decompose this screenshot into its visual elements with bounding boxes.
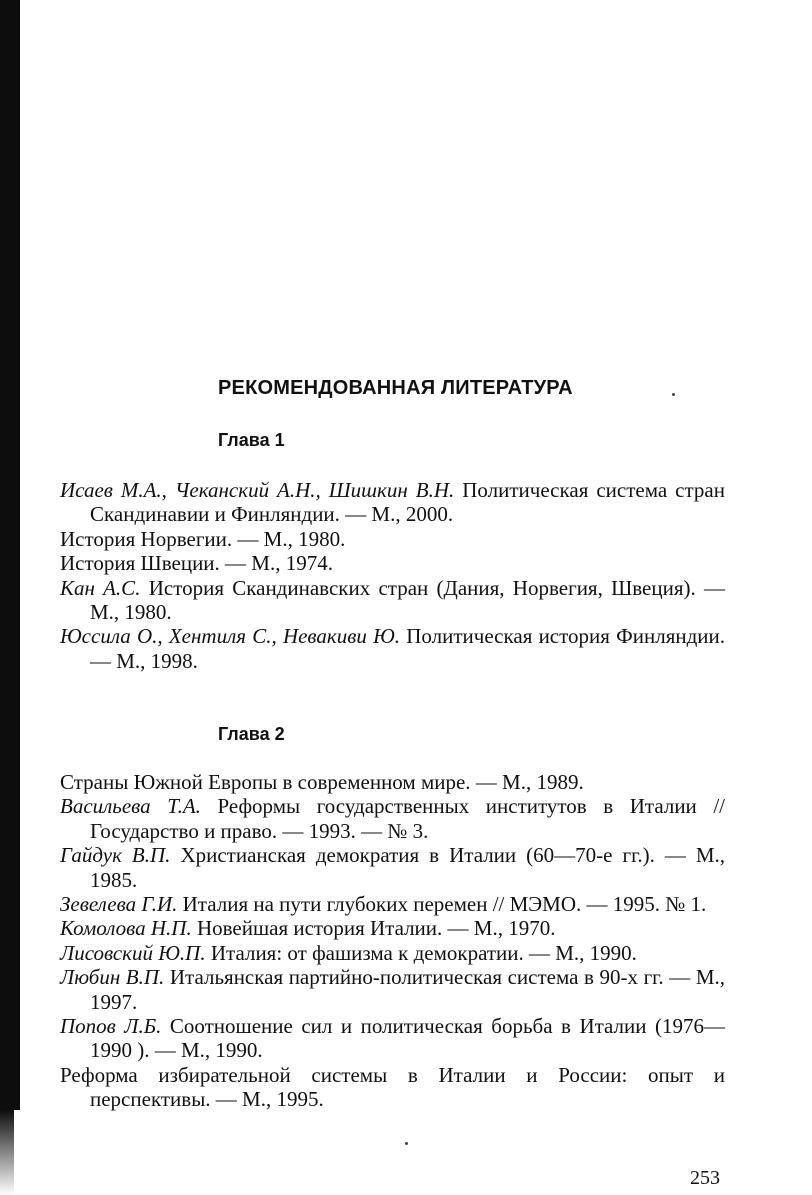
entry-text: Италия: от фашизма к демократии. — М., 1990. [210, 940, 637, 965]
bibliography-entry [60, 1063, 725, 1112]
entry-author: Лисовский Ю.П. [60, 940, 206, 965]
bibliography-entry [60, 551, 725, 575]
entry-author: Попов Л.Б. [60, 1014, 162, 1039]
chapter-1-entries [60, 478, 725, 673]
entry-text: Христианская демократия в Италии (60—70-е гг.). — М., 1985. [90, 843, 726, 892]
entry-author: Зевелева Г.И. [60, 892, 178, 917]
bibliography-entry [60, 794, 725, 843]
entry-author: Исаев М.А., Чеканский А.Н., Шишкин В.Н. [60, 478, 455, 502]
bibliography-entry [60, 1014, 725, 1063]
chapter-2-title: Глава 2 [218, 724, 285, 744]
bibliography-entry [60, 478, 725, 527]
scan-binding-edge [0, 0, 20, 1110]
bibliography-entry [60, 892, 725, 916]
bibliography-entry [60, 770, 725, 794]
entry-text: История Скандинавских стран (Дания, Норвегия, Швеция). — М., 1980. [90, 575, 726, 625]
entry-author: Кан А.С. [60, 575, 141, 600]
entry-text: Реформы государственных институтов в Италии // Государство и право. — 1993. — № 3. [90, 794, 726, 843]
bibliography-entry [60, 576, 725, 625]
scan-speck [672, 393, 675, 396]
chapter-2-entries [60, 770, 725, 1112]
scan-binding-edge-tail [0, 1110, 14, 1195]
bibliography-entry [60, 843, 725, 892]
bibliography-entry [60, 916, 725, 940]
bibliography-entry [60, 941, 725, 965]
entry-author: Юссила О., Хентиля С., Невакиви Ю. [60, 624, 400, 649]
entry-author: Гайдук В.П. [60, 843, 171, 868]
page-number: 253 [690, 1167, 720, 1189]
bibliography-entry [60, 624, 725, 673]
entry-text: Соотношение сил и политическая борьба в Италии (1976—1990 ). — М., 1990. [90, 1014, 725, 1063]
entry-text: История Швеции. — М., 1974. [60, 551, 333, 576]
chapter-1-title: Глава 1 [218, 430, 285, 450]
entry-text: Страны Южной Европы в современном мире. — М., 1989. [60, 770, 584, 794]
entry-author: Васильева Т.А. [60, 794, 201, 819]
entry-text: Реформа избирательной системы в Италии и России: опыт и перспективы. — М., 1995. [60, 1062, 725, 1112]
page-heading: РЕКОМЕНДОВАННАЯ ЛИТЕРАТУРА [218, 377, 573, 399]
bibliography-entry [60, 965, 725, 1014]
scan-speck [405, 1142, 408, 1145]
entry-text: Италия на пути глубоких перемен // МЭМО. — 1995. № 1. [182, 892, 707, 917]
entry-author: Комолова Н.П. [60, 916, 192, 941]
entry-text: Политическая система стран Скандинавии и Финляндии. — М., 2000. [90, 478, 725, 527]
entry-text: Новейшая история Италии. — М., 1970. [196, 916, 556, 941]
bibliography-entry [60, 527, 725, 551]
entry-text: Итальянская партийно-политическая система в 90-х гг. — М., 1997. [90, 965, 725, 1014]
entry-text: Политическая история Финляндии. — М., 1998. [90, 624, 726, 673]
entry-author: Любин В.П. [60, 965, 165, 990]
entry-text: История Норвегии. — М., 1980. [60, 526, 346, 551]
